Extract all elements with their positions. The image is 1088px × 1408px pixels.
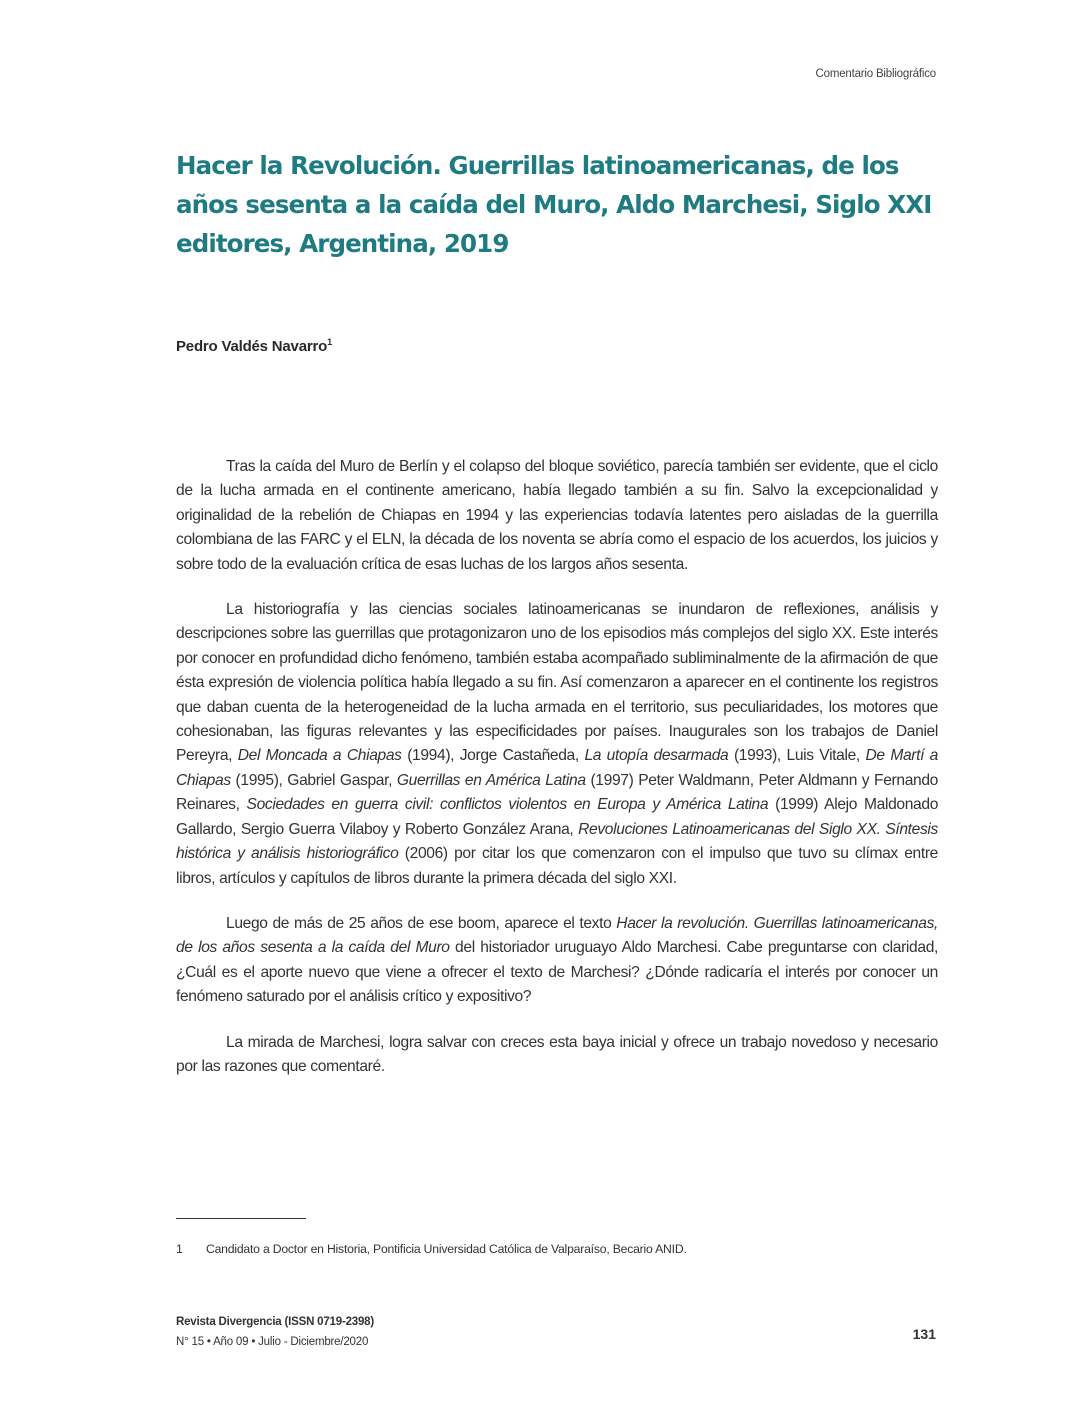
- footnote-text: Candidato a Doctor en Historia, Pontificia Universidad Católica de Valparaíso, Becario ANID.: [206, 1242, 687, 1256]
- text-run: Luego de más de 25 años de ese boom, aparece el texto: [226, 914, 617, 932]
- text-run: La historiografía y las ciencias sociales latinoamericanas se inundaron de reflexiones, análisis y descripciones sobre las guerrillas que protagonizaron uno de los episodios más complejos del siglo XX. Este interés por conocer en profundidad dicho fenómeno, también estaba acompañado subliminalmente de la afirmación de que ésta expresión de violencia política había llegado a su fin. Así comenzaron a aparecer en el continente los registros que daban cuenta de la heterogeneidad de la lucha armada en el territorio, sus peculiaridades, los motores que cohesionaban, las figuras relevantes y las especificidades por países. Inaugurales son los trabajos de Daniel Pereyra,: [176, 601, 938, 765]
- text-run: (2006) por citar los que comenzaron con el impulso que tuvo su clímax entre libros, artículos y capítulos de libros durante la primera década del siglo XXI.: [176, 845, 938, 887]
- text-run: (1997) Peter Waldmann, Peter Aldmann y Fernando Reinares,: [176, 771, 938, 814]
- text-run: (1993), Luis Vitale,: [728, 747, 866, 765]
- footnote: [176, 1242, 687, 1256]
- journal-name: Revista Divergencia (ISSN 0719-2398): [176, 1316, 374, 1328]
- author-name: Pedro Valdés Navarro: [176, 338, 328, 355]
- paragraph: [176, 912, 938, 1010]
- italic-title-run: Del Moncada a Chiapas: [237, 747, 402, 765]
- footer-citation: [176, 1312, 374, 1352]
- paragraph: [176, 1031, 938, 1080]
- text-run: (1994), Jorge Castañeda,: [401, 747, 585, 765]
- text-run: (1999) Alejo Maldonado Gallardo, Sergio Guerra Vilaboy y Roberto González Arana,: [176, 796, 939, 838]
- running-head: Comentario Bibliográfico: [815, 68, 936, 80]
- author-line: [176, 337, 332, 355]
- paragraph: [176, 455, 938, 577]
- footnote-number: 1: [176, 1242, 183, 1256]
- text-run: (1995), Gabriel Gaspar,: [230, 771, 397, 789]
- italic-title-run: Hacer la revolución. Guerrillas latinoamericanas, de los años sesenta a la caída del Muro: [176, 914, 939, 957]
- text-run: del historiador uruguayo Aldo Marchesi. Cabe preguntarse con claridad, ¿Cuál es el aporte nuevo que viene a ofrecer el texto de Marchesi? ¿Dónde radicaría el interés por conocer un fenómeno saturado por el análisis crítico y expositivo?: [176, 939, 938, 1006]
- page-number: 131: [912, 1326, 936, 1342]
- article-title: Hacer la Revolución. Guerrillas latinoamericanas, de los años sesenta a la caída del Muro, Aldo Marchesi, Siglo XXI editores, Argentina, 2019: [176, 151, 932, 258]
- footnote-ref: 1: [327, 337, 332, 347]
- text-run: Tras la caída del Muro de Berlín y el colapso del bloque soviético, parecía también ser evidente, que el ciclo de la lucha armada en el continente americano, había llegado también a su fin. Salvo la excepcionalidad y originalidad de la rebelión de Chiapas en 1994 y las experiencias todavía latentes pero aisladas de la guerrilla colombiana de las FARC y el ELN, la década de los noventa se abría como el espacio de los acuerdos, los juicios y sobre todo de la evaluación crítica de esas luchas de los largos años sesenta.: [176, 458, 938, 573]
- text-run: La mirada de Marchesi, logra salvar con creces esta baya inicial y ofrece un trabajo novedoso y necesario por las razones que comentaré.: [176, 1033, 938, 1075]
- italic-title-run: Sociedades en guerra civil: conflictos violentos en Europa y América Latina: [246, 796, 769, 814]
- article-body: [176, 455, 938, 1100]
- italic-title-run: Revoluciones Latinoamericanas del Siglo XX. Síntesis histórica y análisis historiográfico: [176, 820, 938, 863]
- issue-info: N° 15 • Año 09 • Julio - Diciembre/2020: [176, 1336, 369, 1348]
- paragraph: [176, 598, 938, 891]
- footnote-divider: [176, 1218, 306, 1219]
- italic-title-run: De Martí a Chiapas: [176, 747, 938, 789]
- italic-title-run: Guerrillas en América Latina: [396, 771, 586, 789]
- italic-title-run: La utopía desarmada: [584, 747, 729, 765]
